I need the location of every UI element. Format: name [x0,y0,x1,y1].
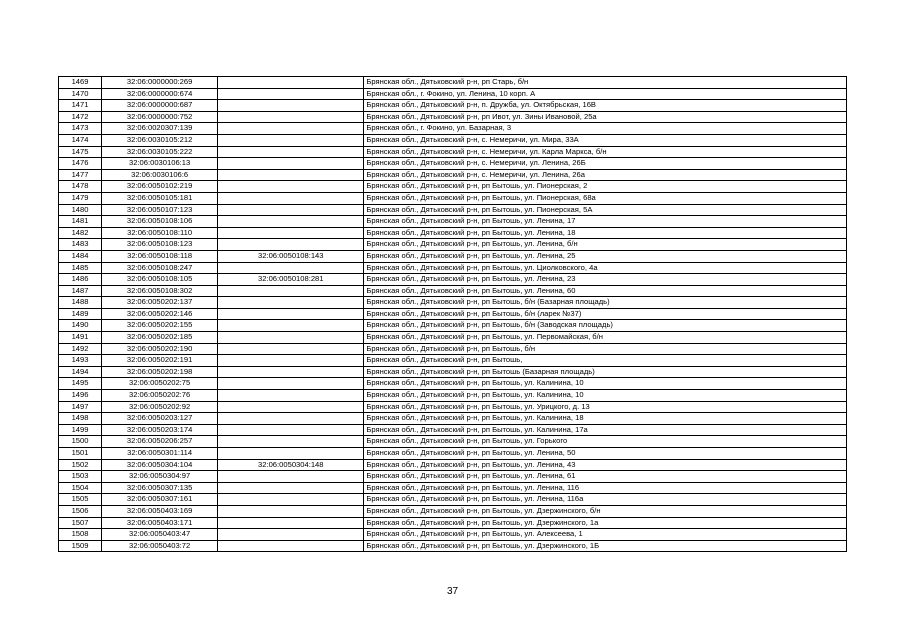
row-number-cell: 1484 [59,250,102,262]
row-number-cell: 1481 [59,216,102,228]
table-row [59,216,847,228]
related-cadastral-number-cell [218,308,364,320]
row-number-cell: 1475 [59,146,102,158]
address-cell: Брянская обл., Дятьковский р-н, рп Бытошь, ул. Калинина, 10 [364,390,847,402]
table-row [59,111,847,123]
table-row [59,332,847,344]
table-row [59,320,847,332]
related-cadastral-number-cell [218,77,364,89]
registry-table [58,76,847,552]
row-number-cell: 1489 [59,308,102,320]
cadastral-number-cell: 32:06:0050403:72 [102,540,218,552]
row-number-cell: 1491 [59,332,102,344]
row-number-cell: 1500 [59,436,102,448]
table-row [59,77,847,89]
address-cell: Брянская обл., Дятьковский р-н, с. Немеричи, ул. Ленина, 26а [364,169,847,181]
table-row [59,239,847,251]
cadastral-number-cell: 32:06:0050202:191 [102,355,218,367]
address-cell: Брянская обл., Дятьковский р-н, рп Бытошь, ул. Калинина, 17а [364,424,847,436]
row-number-cell: 1486 [59,274,102,286]
cadastral-number-cell: 32:06:0050108:123 [102,239,218,251]
row-number-cell: 1479 [59,192,102,204]
cadastral-number-cell: 32:06:0000000:674 [102,88,218,100]
row-number-cell: 1478 [59,181,102,193]
cadastral-number-cell: 32:06:0050108:118 [102,250,218,262]
row-number-cell: 1471 [59,100,102,112]
address-cell: Брянская обл., Дятьковский р-н, рп Бытошь, ул. Пионерская, 68а [364,192,847,204]
related-cadastral-number-cell [218,505,364,517]
table-row [59,169,847,181]
row-number-cell: 1492 [59,343,102,355]
row-number-cell: 1508 [59,529,102,541]
cadastral-number-cell: 32:06:0030106:13 [102,158,218,170]
related-cadastral-number-cell [218,482,364,494]
address-cell: Брянская обл., Дятьковский р-н, рп Ивот, ул. Зины Ивановой, 25а [364,111,847,123]
address-cell: Брянская обл., Дятьковский р-н, рп Бытошь, ул. Ленина, 17 [364,216,847,228]
related-cadastral-number-cell [218,285,364,297]
table-row [59,471,847,483]
address-cell: Брянская обл., Дятьковский р-н, рп Бытошь, ул. Калинина, 18 [364,413,847,425]
related-cadastral-number-cell [218,297,364,309]
table-row [59,250,847,262]
cadastral-number-cell: 32:06:0030105:222 [102,146,218,158]
related-cadastral-number-cell [218,239,364,251]
row-number-cell: 1473 [59,123,102,135]
row-number-cell: 1494 [59,366,102,378]
address-cell: Брянская обл., Дятьковский р-н, рп Бытошь, ул. Ленина, 61 [364,471,847,483]
table-row [59,134,847,146]
row-number-cell: 1485 [59,262,102,274]
table-row [59,88,847,100]
cadastral-number-cell: 32:06:0050108:110 [102,227,218,239]
table-row [59,274,847,286]
related-cadastral-number-cell: 32:06:0050108:281 [218,274,364,286]
cadastral-number-cell: 32:06:0050102:219 [102,181,218,193]
address-cell: Брянская обл., Дятьковский р-н, рп Бытошь, ул. Дзержинского, 1Б [364,540,847,552]
cadastral-number-cell: 32:06:0000000:269 [102,77,218,89]
related-cadastral-number-cell [218,517,364,529]
table-row [59,192,847,204]
address-cell: Брянская обл., Дятьковский р-н, рп Бытошь, ул. Горького [364,436,847,448]
row-number-cell: 1487 [59,285,102,297]
related-cadastral-number-cell [218,146,364,158]
row-number-cell: 1504 [59,482,102,494]
related-cadastral-number-cell [218,134,364,146]
row-number-cell: 1493 [59,355,102,367]
address-cell: Брянская обл., Дятьковский р-н, рп Старь, б/н [364,77,847,89]
related-cadastral-number-cell [218,111,364,123]
address-cell: Брянская обл., Дятьковский р-н, рп Бытошь, ул. Ленина, б/н [364,239,847,251]
related-cadastral-number-cell [218,366,364,378]
table-row [59,181,847,193]
cadastral-number-cell: 32:06:0050108:247 [102,262,218,274]
related-cadastral-number-cell [218,169,364,181]
table-row [59,401,847,413]
row-number-cell: 1490 [59,320,102,332]
row-number-cell: 1505 [59,494,102,506]
related-cadastral-number-cell [218,540,364,552]
row-number-cell: 1499 [59,424,102,436]
related-cadastral-number-cell: 32:06:0050304:148 [218,459,364,471]
row-number-cell: 1498 [59,413,102,425]
related-cadastral-number-cell [218,529,364,541]
related-cadastral-number-cell [218,158,364,170]
table-row [59,355,847,367]
table-row [59,297,847,309]
cadastral-number-cell: 32:06:0050202:92 [102,401,218,413]
row-number-cell: 1476 [59,158,102,170]
address-cell: Брянская обл., Дятьковский р-н, рп Бытошь, ул. Ленина, 116 [364,482,847,494]
table-row [59,262,847,274]
cadastral-number-cell: 32:06:0050203:174 [102,424,218,436]
address-cell: Брянская обл., Дятьковский р-н, рп Бытошь, ул. Ленина, 18 [364,227,847,239]
address-cell: Брянская обл., Дятьковский р-н, рп Бытошь, [364,355,847,367]
table-row [59,448,847,460]
row-number-cell: 1503 [59,471,102,483]
cadastral-number-cell: 32:06:0050202:155 [102,320,218,332]
related-cadastral-number-cell [218,320,364,332]
address-cell: Брянская обл., Дятьковский р-н, рп Бытошь, ул. Ленина, 50 [364,448,847,460]
address-cell: Брянская обл., Дятьковский р-н, рп Бытошь, ул. Ленина, 60 [364,285,847,297]
row-number-cell: 1507 [59,517,102,529]
cadastral-number-cell: 32:06:0050108:106 [102,216,218,228]
cadastral-number-cell: 32:06:0050202:76 [102,390,218,402]
address-cell: Брянская обл., Дятьковский р-н, рп Бытошь, ул. Ленина, 43 [364,459,847,471]
address-cell: Брянская обл., Дятьковский р-н, с. Немеричи, ул. Карла Маркса, б/н [364,146,847,158]
address-cell: Брянская обл., Дятьковский р-н, рп Бытошь, ул. Циолковского, 4а [364,262,847,274]
table-row [59,227,847,239]
row-number-cell: 1470 [59,88,102,100]
table-row [59,424,847,436]
cadastral-number-cell: 32:06:0050203:127 [102,413,218,425]
cadastral-number-cell: 32:06:0050108:302 [102,285,218,297]
row-number-cell: 1509 [59,540,102,552]
table-row [59,204,847,216]
related-cadastral-number-cell [218,100,364,112]
table-row [59,459,847,471]
related-cadastral-number-cell [218,216,364,228]
related-cadastral-number-cell [218,123,364,135]
cadastral-number-cell: 32:06:0050403:171 [102,517,218,529]
cadastral-number-cell: 32:06:0050206:257 [102,436,218,448]
row-number-cell: 1496 [59,390,102,402]
address-cell: Брянская обл., Дятьковский р-н, рп Бытошь, ул. Ленина, 25 [364,250,847,262]
row-number-cell: 1506 [59,505,102,517]
cadastral-number-cell: 32:06:0050304:97 [102,471,218,483]
table-row [59,390,847,402]
related-cadastral-number-cell [218,343,364,355]
cadastral-number-cell: 32:06:0000000:687 [102,100,218,112]
cadastral-number-cell: 32:06:0030105:212 [102,134,218,146]
table-row [59,343,847,355]
address-cell: Брянская обл., Дятьковский р-н, с. Немеричи, ул. Ленина, 26Б [364,158,847,170]
related-cadastral-number-cell [218,332,364,344]
table-row [59,308,847,320]
related-cadastral-number-cell [218,192,364,204]
cadastral-number-cell: 32:06:0050108:105 [102,274,218,286]
page-number: 37 [446,586,459,597]
table-row [59,436,847,448]
table-row [59,482,847,494]
address-cell: Брянская обл., Дятьковский р-н, рп Бытошь, ул. Дзержинского, б/н [364,505,847,517]
cadastral-number-cell: 32:06:0050307:135 [102,482,218,494]
related-cadastral-number-cell [218,494,364,506]
table-row [59,540,847,552]
related-cadastral-number-cell [218,390,364,402]
cadastral-number-cell: 32:06:0050307:161 [102,494,218,506]
row-number-cell: 1477 [59,169,102,181]
cadastral-number-cell: 32:06:0050403:47 [102,529,218,541]
cadastral-number-cell: 32:06:0050202:146 [102,308,218,320]
related-cadastral-number-cell [218,262,364,274]
table-row [59,505,847,517]
table-row [59,517,847,529]
table-row [59,146,847,158]
registry-table-body [59,77,847,552]
row-number-cell: 1497 [59,401,102,413]
row-number-cell: 1482 [59,227,102,239]
cadastral-number-cell: 32:06:0050403:169 [102,505,218,517]
address-cell: Брянская обл., Дятьковский р-н, п. Дружба, ул. Октябрьская, 16В [364,100,847,112]
cadastral-number-cell: 32:06:0050202:137 [102,297,218,309]
row-number-cell: 1502 [59,459,102,471]
table-row [59,285,847,297]
cadastral-number-cell: 32:06:0030106:6 [102,169,218,181]
cadastral-number-cell: 32:06:0000000:752 [102,111,218,123]
related-cadastral-number-cell [218,227,364,239]
related-cadastral-number-cell [218,436,364,448]
address-cell: Брянская обл., Дятьковский р-н, рп Бытошь, ул. Дзержинского, 1а [364,517,847,529]
cadastral-number-cell: 32:06:0050304:104 [102,459,218,471]
address-cell: Брянская обл., Дятьковский р-н, рп Бытошь, ул. Пионерская, 2 [364,181,847,193]
row-number-cell: 1483 [59,239,102,251]
address-cell: Брянская обл., Дятьковский р-н, рп Бытошь, б/н [364,343,847,355]
address-cell: Брянская обл., Дятьковский р-н, рп Бытошь, ул. Алексеева, 1 [364,529,847,541]
table-row [59,158,847,170]
address-cell: Брянская обл., Дятьковский р-н, рп Бытошь, ул. Ленина, 116а [364,494,847,506]
related-cadastral-number-cell [218,181,364,193]
related-cadastral-number-cell [218,424,364,436]
table-row [59,123,847,135]
address-cell: Брянская обл., Дятьковский р-н, рп Бытошь, ул. Урицкого, д. 13 [364,401,847,413]
row-number-cell: 1469 [59,77,102,89]
related-cadastral-number-cell [218,448,364,460]
row-number-cell: 1495 [59,378,102,390]
cadastral-number-cell: 32:06:0050105:181 [102,192,218,204]
cadastral-number-cell: 32:06:0050202:190 [102,343,218,355]
address-cell: Брянская обл., Дятьковский р-н, рп Бытошь, б/н (ларек №37) [364,308,847,320]
row-number-cell: 1474 [59,134,102,146]
related-cadastral-number-cell [218,204,364,216]
address-cell: Брянская обл., г. Фокино, ул. Базарная, 3 [364,123,847,135]
address-cell: Брянская обл., г. Фокино, ул. Ленина, 10 корп. А [364,88,847,100]
table-row [59,366,847,378]
cadastral-number-cell: 32:06:0050107:123 [102,204,218,216]
cadastral-number-cell: 32:06:0050202:198 [102,366,218,378]
related-cadastral-number-cell [218,401,364,413]
related-cadastral-number-cell [218,378,364,390]
address-cell: Брянская обл., Дятьковский р-н, с. Немеричи, ул. Мира, 33А [364,134,847,146]
address-cell: Брянская обл., Дятьковский р-н, рп Бытошь, ул. Пионерская, 5А [364,204,847,216]
table-row [59,100,847,112]
table-row [59,529,847,541]
address-cell: Брянская обл., Дятьковский р-н, рп Бытошь (Базарная площадь) [364,366,847,378]
related-cadastral-number-cell [218,355,364,367]
table-row [59,494,847,506]
related-cadastral-number-cell [218,471,364,483]
related-cadastral-number-cell: 32:06:0050108:143 [218,250,364,262]
related-cadastral-number-cell [218,88,364,100]
row-number-cell: 1480 [59,204,102,216]
table-row [59,413,847,425]
related-cadastral-number-cell [218,413,364,425]
row-number-cell: 1501 [59,448,102,460]
address-cell: Брянская обл., Дятьковский р-н, рп Бытошь, ул. Первомайская, б/н [364,332,847,344]
cadastral-number-cell: 32:06:0050202:75 [102,378,218,390]
address-cell: Брянская обл., Дятьковский р-н, рп Бытошь, ул. Калинина, 10 [364,378,847,390]
row-number-cell: 1472 [59,111,102,123]
table-row [59,378,847,390]
address-cell: Брянская обл., Дятьковский р-н, рп Бытошь, ул. Ленина, 23 [364,274,847,286]
address-cell: Брянская обл., Дятьковский р-н, рп Бытошь, б/н (Базарная площадь) [364,297,847,309]
address-cell: Брянская обл., Дятьковский р-н, рп Бытошь, б/н (Заводская площадь) [364,320,847,332]
row-number-cell: 1488 [59,297,102,309]
cadastral-number-cell: 32:06:0050301:114 [102,448,218,460]
cadastral-number-cell: 32:06:0020307:139 [102,123,218,135]
cadastral-number-cell: 32:06:0050202:185 [102,332,218,344]
